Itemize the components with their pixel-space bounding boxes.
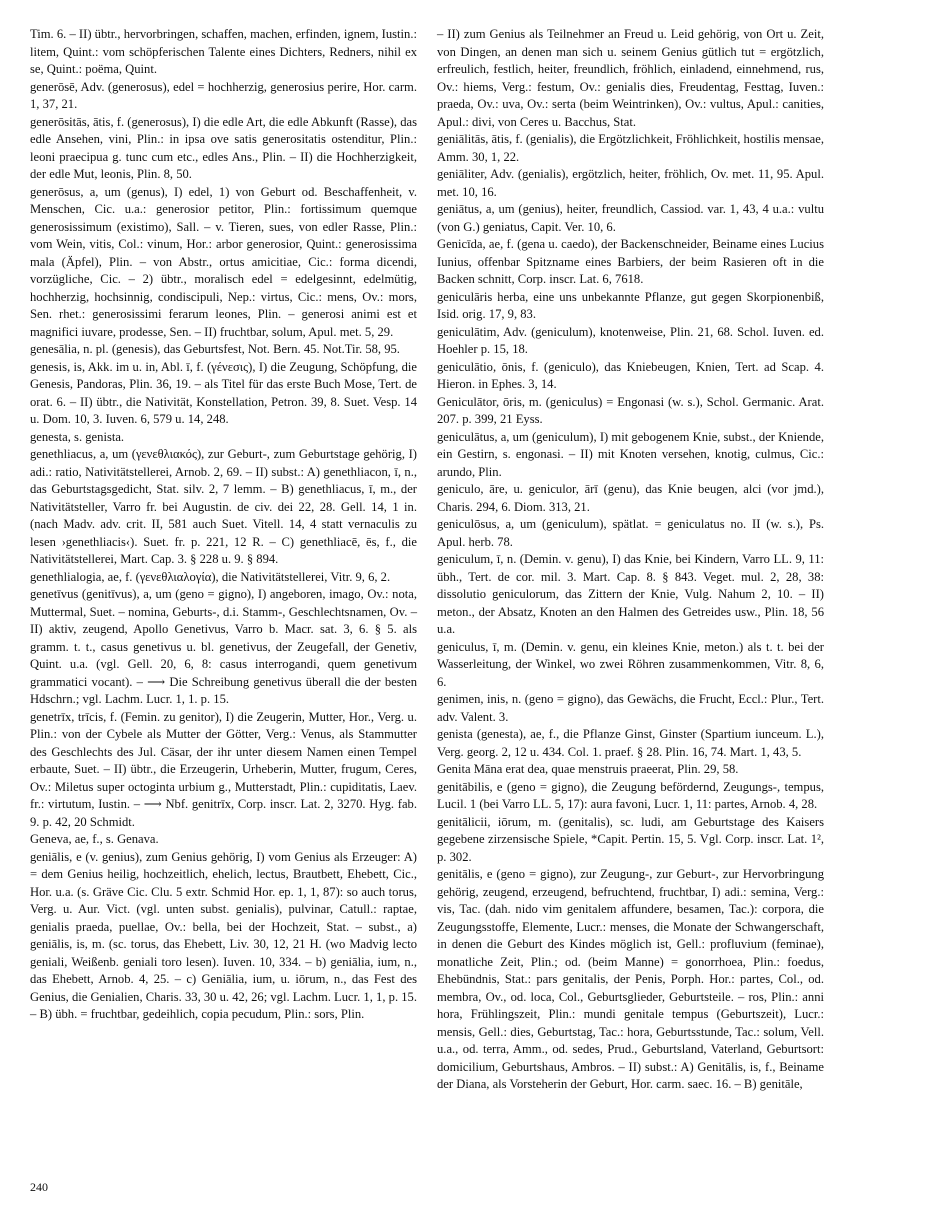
entry: Geneva, ae, f., s. Genava. [30, 832, 159, 846]
entry: generōsus, a, um (genus), I) edel, 1) von Geburt od. Beschaffenheit, v. Menschen, Cic. u.a.: generosior petitor, Plin.: fortissimum quemque generosissimum (existimo), Sall. – v. Tieren, sues, von edler Rasse, Plin.: vom Wein, vitis, Col.: vinum, Hor.: arbor generosior, Quint.: generosissima mala (Äpfel), Plin. – von Abstr., ortus amicitiae, Cic.: forma dicendi, vorzügliche, Cic. – 2) übtr., moralisch edel = edelgesinnt, edelmütig, hochherzig, hochsinnig, condiscipuli, Nep.: virtus, Cic.: mens, Ov.: mors, Sen. rhet.: generosissimi ferarum leones, Plin. – generosi animi est et magnifici iuvare, prodesse, Sen. – II) fruchtbar, solum, Apul. met. 5, 29. [30, 184, 417, 339]
entry: genimen, inis, n. (geno = gigno), das Gewächs, die Frucht, Eccl.: Plur., Tert. adv. Valent. 3. [437, 692, 824, 724]
entry: genesis, is, Akk. im u. in, Abl. ī, f. (γένεσις), I) die Zeugung, Schöpfung, die Genesis, Pandoras, Plin. 36, 19. – als Titel für das erste Buch Mose, Tert. de orat. 6. – II) übtr., die Nativität, Konstellation, Petron. 39, 8. Suet. Vesp. 14 u. Dom. 10, 3. Iuven. 6, 579 u. 14, 248. [30, 359, 417, 426]
entry: geniculum, ī, n. (Demin. v. genu), I) das Knie, bei Kindern, Varro LL. 9, 11: übh., Tert. de cor. mil. 3. Mart. Cap. 8. § 843. Veget. mul. 2, 28, 38: dissolutio geniculorum, das Zittern der Knie, Vulg. Nahum 2, 10. – II) meton., der Absatz, Knoten an den Halmen des Getreides usw., Plin. 18, 56 u.a. [437, 552, 824, 636]
entry: geniculāris herba, eine uns unbekannte Pflanze, gut gegen Skorpionenbiß, Isid. orig. 17, 9, 83. [437, 289, 824, 321]
entry: Genita Māna erat dea, quae menstruis praeerat, Plin. 29, 58. [437, 762, 739, 776]
entry: geniāliter, Adv. (genialis), ergötzlich, heiter, fröhlich, Ov. met. 11, 95. Apul. met. 10, 16. [437, 167, 824, 199]
entry: genitālicii, iōrum, m. (genitalis), sc. ludi, am Geburtstage des Kaisers gegebene zirzensische Spiele, *Capit. Pertin. 15, 5. Vgl. Corp. inscr. Lat. 1², p. 302. [437, 814, 824, 864]
right-column [437, 26, 824, 1094]
entry: geniculus, ī, m. (Demin. v. genu, ein kleines Knie, meton.) als t. t. bei der Wasserleitung, der Winkel, wo zwei Röhren zusammenkommen, Vitr. 8, 6, 6. [437, 639, 824, 689]
entry: geniculātio, ōnis, f. (geniculo), das Kniebeugen, Knien, Tert. ad Scap. 4. Hieron. in Ephes. 3, 14. [437, 359, 824, 391]
entry: genesālia, n. pl. (genesis), das Geburtsfest, Not. Bern. 45. Not.Tir. 58, 95. [30, 342, 400, 356]
entry: geniculātim, Adv. (geniculum), knotenweise, Plin. 21, 68. Schol. Iuven. ed. Hoehler p. 15, 18. [437, 324, 824, 356]
entry: geniātus, a, um (genius), heiter, freundlich, Cassiod. var. 1, 43, 4 u.a.: vultu (von G.) geniatus, Capit. Ver. 10, 6. [437, 202, 824, 234]
entry: generōsē, Adv. (generosus), edel = hochherzig, generosius perire, Hor. carm. 1, 37, 21. [30, 79, 417, 111]
entry: geniculōsus, a, um (geniculum), spätlat. = geniculatus no. II (w. s.), Ps. Apul. herb. 78. [437, 517, 824, 549]
page-number: 240 [30, 1180, 48, 1194]
entry: generōsitās, ātis, f. (generosus), I) die edle Art, die edle Abkunft (Rasse), das edle Ansehen, vini, Plin.: in ipsa ove satis generositatis ostenditur, Plin.: leoni praecipua g. tunc cum etc., edles Ans., Plin. – II) die Hochherzigkeit, der edle Mut, leonis, Plin. 8, 50. [30, 114, 417, 181]
entry: genetīvus (genitīvus), a, um (geno = gigno), I) angeboren, imago, Ov.: nota, Muttermal, Suet. – nomina, Geburts-, d.i. Stamm-, Geschlechtsnamen, Ov. – II) aktiv, zeugend, Apollo Genetivus, Varro b. Macr. sat. 3, 6. § 5. als gramm. t. t., casus genetivus u. bl. genetivus, der Zeugefall, der Genetiv, Quint. u.a. (vgl. Gell. 20, 6, 8: casus interrogandi, quem genetivum grammatici vocant). – ⟶ Die Schreibung genetivus überall die der besten Hdschrn.; vgl. Lachm. Lucr. 1, 1. p. 15. [30, 587, 417, 706]
entry: genitālis, e (geno = gigno), zur Zeugung-, zur Geburt-, zur Hervorbringung gehörig, zeugend, erzeugend, befruchtend, fruchtbar, I) adi.: semina, Verg.: vis, Tac. (dah. nido vim genitalem affundere, besamen, Tac.): corpora, die Zeugungsstoffe, Elemente, Lucr.: menses, die Monate der Schwangerschaft, in denen die Geburt des Kindes möglich ist, Gell.: profluvium (feminae), monatliche Zeit, Plin.; od. (beim Manne) = gonorrhoea, Plin.: foedus, Ehebündnis, Stat.: pars genitalis, der Penis, Porph. Hor.: partes, Col., od. membra, Ov., od. loca, Col., Geburtsglieder, Geburtsteile. – ros, Plin.: anni hora, Frühlingszeit, Plin.: mundi genitale tempus (Geburtszeit), Lucr.: mensis, Gell.: dies, Geburtstag, Tac.: hora, Geburtsstunde, Tac.: solum, Vell. u.a., od. terra, Amm., od. sedes, Prud., Geburtsland, Vaterland, Geburtsort: domicilium, Geburtshaus, Ambros. – II) subst.: A) Genitālis, is, f., Beiname der Diana, als Vorsteherin der Geburt, Hor. carm. saec. 16. – B) genitāle, [437, 867, 824, 1091]
entry: genista (genesta), ae, f., die Pflanze Ginst, Ginster (Spartium iunceum. L.), Verg. georg. 2, 12 u. 434. Col. 1. praef. § 28. Plin. 16, 74. Mart. 1, 43, 5. [437, 727, 824, 759]
entry: genethlialogia, ae, f. (γενεθλιαλογία), die Nativitätstellerei, Vitr. 9, 6, 2. [30, 569, 391, 584]
entry: geniculo, āre, u. geniculor, ārī (genu), das Knie beugen, alci (vor jmd.), Charis. 294, 6. Diom. 313, 21. [437, 482, 824, 514]
entry: Tim. 6. – II) übtr., hervorbringen, schaffen, machen, erfinden, ignem, Iustin.: litem, Quint.: vom schöpferischen Talente eines Dichters, Redners, nihil ex se, Quint.: poëma, Quint. [30, 27, 417, 76]
entry: genetrīx, trīcis, f. (Femin. zu genitor), I) die Zeugerin, Mutter, Hor., Verg. u. Plin.: von der Cybele als Mutter der Götter, Verg.: Venus, als Stammutter des Geschlechts des Jul. Cäsar, der ihr unter diesem Namen einen Tempel erbaute, Suet. – II) übtr., die Erzeugerin, Urheberin, Mutter, frugum, Ceres, Ov.: Miletus super octoginta urbium g., Mutterstadt, Plin.: cupiditatis, Laev. fr.: virtutum, Iustin. – ⟶ Nbf. genitrīx, Corp. inscr. Lat. 2, 3270. Hyg. fab. 9. p. 42, 20 Schmidt. [30, 709, 417, 829]
entry: genethliacus, a, um (γενεθλιακός), zur Geburt-, zum Geburtstage gehörig, I) adi.: ratio, Nativitätstellerei, Arnob. 2, 69. – II) subst.: A) genethliacon, ī, n., das Geburtstagsgedicht, Stat. silv. 2, 7 lemm. – B) genethliacus, ī, m., der Nativitätsteller, Varro fr. bei Augustin. de civ. dei 22, 28. Gell. 14, 1 in. (nach Madv. adv. crit. II, 581 auch Suet. Vitell. 14, 4 statt vernaculis zu lesen ›genethliacis‹). Suet. fr. p. 221, 12 R. – C) genethliacē, ēs, f., die Nativitätstellerei, Mart. Cap. 3. § 228 u. 9. § 894. [30, 447, 417, 566]
entry: geniculātus, a, um (geniculum), I) mit gebogenem Knie, subst., der Kniende, ein Gestirn, s. engonasi. – II) mit Knoten versehen, knotig, culmus, Cic.: arundo, Plin. [437, 429, 824, 479]
entry: – II) zum Genius als Teilnehmer an Freud u. Leid gehörig, von Ort u. Zeit, von Dingen, an denen man sich u. seinem Genius gütlich tut = ergötzlich, erfreulich, festlich, heiter, freundlich, fröhlich, einladend, einnehmend, rus, Ov.: hiems, Verg.: festum, Ov.: genialis dies, Freudentag, Festtag, Iuven.: praeda, Ov.: uva, Ov.: serta (beim Weintrinken), Ov.: vultus, Apul.: canities, Apul.: divi, von Ceres u. Bacchus, Stat. [437, 27, 824, 129]
entry: Genicīda, ae, f. (gena u. caedo), der Backenschneider, Beiname eines Lucius Iunius, offenbar Spitzname eines Barbiers, der beim Rasieren oft in die Backen schnitt, Corp. inscr. Lat. 6, 7618. [437, 237, 824, 286]
entry: geniālis, e (v. genius), zum Genius gehörig, I) vom Genius als Erzeuger: A) = dem Genius heilig, hochzeitlich, ehelich, lectus, Brautbett, Ehebett, Cic., Hor. u.a. (s. Gräve Cic. Clu. 5 extr. Schmid Hor. ep. 1, 1, 87): so auch torus, Verg. u. Aur. Vict. (vgl. unten subst. genialis), pulvinar, Catull.: raptae, genialis praeda, puellae, Ov.: bella, bei der Hochzeit, Stat. – subst., a) geniālis, is, m. (sc. torus, das Ehebett, Liv. 30, 12, 21 H. (wo Madvig lecto geniali, Weißenb. geniali toro lesen). Iuven. 10, 334. – b) geniālia, ium, n., das Ehebett, Arnob. 4, 25. – c) Geniālia, ium, u. iōrum, n., das Fest des Genius, die Genialien, Charis. 33, 30 u. 42, 26; vgl. Lachm. Lucr. 1, 1, p. 15. – B) übh. = fruchtbar, gedeihlich, copia pecudum, Plin.: sors, Plin. [30, 849, 417, 1021]
entry: genesta, s. genista. [30, 429, 125, 444]
left-column [30, 26, 417, 1024]
entry: geniālitās, ātis, f. (genialis), die Ergötzlichkeit, Fröhlichkeit, hostilis mensae, Amm. 30, 1, 22. [437, 132, 824, 164]
entry: Geniculātor, ōris, m. (geniculus) = Engonasi (w. s.), Schol. Germanic. Arat. 207. p. 399, 21 Eyss. [437, 394, 824, 426]
entry: genitābilis, e (geno = gigno), die Zeugung befördernd, Zeugungs-, tempus, Lucil. 1 (bei Varro LL. 5, 17): aura favoni, Lucr. 1, 11: partes, Arnob. 4, 28. [437, 779, 824, 811]
